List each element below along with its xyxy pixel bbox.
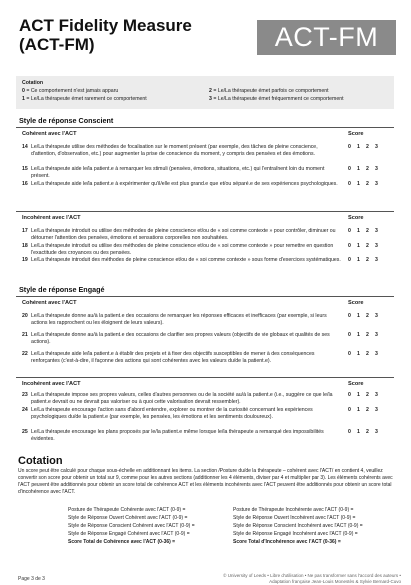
rating-legend [16, 76, 394, 109]
item-row: 15 Le/La thérapeute aide le/la patient.e à remarquer les stimuli (pensées, émotions, situations, etc.) qui l'entraînent loin du moment présent. 0 1 2 3 [16, 166, 394, 181]
score-options[interactable]: 0 1 2 3 [348, 257, 378, 263]
page-number: Page 3 de 3 [18, 576, 45, 582]
item-row: 24 Le/La thérapeute encourage l'action sans d'abord entendre, explorer ou montrer de la curiosité concernant les expériences psychologiques du/de la patient.e (par exemple, les pensées, les émotions et les sentiments douloureux). 0 1 2 3 [16, 407, 394, 429]
block-heading: Incohérent avec l'ACT [22, 215, 81, 221]
block-heading: Cohérent avec l'ACT [22, 300, 77, 306]
cotation-paragraph: Un score peut être calculé pour chaque sous-échelle en additionnant les items. La section /Posture du/de la thérapeute – cohérent avec l'ACT/ en contient 4, veuillez convertir son score pour obtenir un total sur 9, comme pour les autres sections (additionner les 4 éléments, diviser par 4 et multiplier par 3). Les éléments cohérents avec l'ACT peuvent être additionnés pour obtenir un score total de cohérence ACT et les éléments incohérents avec l'ACT peuvent être additionnés pour obtenir un score total d'incohérence avec l'ACT. [18, 468, 393, 495]
brand-badge: ACT-FM [257, 20, 396, 55]
score-heading: Score [348, 131, 364, 137]
item-row: 18 Le/La thérapeute introduit ou utilise des méthodes de pleine conscience et/ou de « soi comme contexte » pour remettre en question l'exactitude des croyances ou des pensées. 0 1 2 3 [16, 243, 394, 257]
item-row: 17 Le/La thérapeute introduit ou utilise des méthodes de pleine conscience et/ou de « soi comme contexte » pour contrôler, diminuer ou détourner l'attention des pensées, émotions et sensations corporelles non souhaitées. 0 1 2 3 [16, 228, 394, 243]
legend-item: 3 = Le/La thérapeute émet fréquemment ce comportement [209, 96, 344, 102]
legend-grid [22, 87, 388, 103]
item-row: 23 Le/La thérapeute impose ses propres valeurs, celles d'autres personnes ou de la société au/à la patient.e (i.e., suggère ce que le/la patient.e devrait ou ne devrait pas valoriser ou à quoi cette valorisation devrait ressembler). 0 1 2 3 [16, 392, 394, 407]
score-options[interactable]: 0 1 2 3 [348, 407, 378, 413]
score-options[interactable]: 0 1 2 3 [348, 313, 378, 319]
summary-row: Style de Réponse Ouvert Cohérent avec l'ACT (0-9) = Style de Réponse Ouvert Incohérent avec l'ACT (0-9) = [68, 515, 356, 521]
legend-item: 2 = Le/La thérapeute émet parfois ce comportement [209, 88, 329, 94]
document-title: ACT Fidelity Measure (ACT-FM) [19, 16, 192, 54]
score-options[interactable]: 0 1 2 3 [348, 228, 378, 234]
item-row: 25 Le/La thérapeute encourage les plans proposés par le/la patient.e même lorsque le/la thérapeute a remarqué des impossibilités évidentes. 0 1 2 3 [16, 429, 394, 443]
score-summary [68, 506, 398, 546]
score-heading: Score [348, 300, 364, 306]
legal-notice: © University of Leeds • Libre d'utilisation • Ne pas transformer sans l'accord des auteurs • Adaptation française Jean-Louis Monestès & Sylvie Bernard-Cuvo [223, 573, 401, 584]
block-heading: Cohérent avec l'ACT [22, 131, 77, 137]
score-heading: Score [348, 381, 364, 387]
score-options[interactable]: 0 1 2 3 [348, 392, 378, 398]
block-conscient-incoherent [16, 211, 394, 271]
item-row: 14 Le/La thérapeute utilise des méthodes de focalisation sur le moment présent (par exemple, des tâches de pleine conscience, d'attention, d'observation, etc.) pour augmenter la prise de conscience du moment, y compris des pensées et des émotions. 0 1 2 3 [16, 144, 394, 166]
item-row: 21 Le/La thérapeute donne au/à la patient.e des occasions de clarifier ses propres valeurs (objectifs de vie globaux et qualités de ses actions). 0 1 2 3 [16, 332, 394, 351]
legend-item: 0 = Ce comportement n'est jamais apparu [22, 88, 119, 94]
block-conscient-coherent [16, 127, 394, 195]
legend-item: 1 = Le/La thérapeute émet rarement ce comportement [22, 96, 147, 102]
score-options[interactable]: 0 1 2 3 [348, 181, 378, 187]
legend-title: Cotation [22, 80, 44, 86]
score-options[interactable]: 0 1 2 3 [348, 429, 378, 435]
summary-row: Posture de Thérapeute Cohérente avec l'ACT (0-9) = Posture de Thérapeute Incohérente avec l'ACT (0-9) = [68, 507, 354, 513]
score-options[interactable]: 0 1 2 3 [348, 243, 378, 249]
section-heading-conscient: Style de réponse Conscient [19, 116, 114, 125]
summary-total-row: Score Total de Cohérence avec l'ACT (0-36) = Score Total d'Incohérence avec l'ACT (0-36) = [68, 539, 341, 545]
score-heading: Score [348, 215, 364, 221]
item-row: 22 Le/La thérapeute aide le/la patient.e à établir des projets et à fixer des objectifs susceptibles de mener à des conséquences renforçantes (c'est-à-dire, il façonne des actions qui sont cohérentes avec les valeurs du/de la patient.e). 0 1 2 3 [16, 351, 394, 373]
item-row: 19 Le/La thérapeute introduit des méthodes de pleine conscience et/ou de « soi comme contexte » sous forme d'exercices systématiques. 0 1 2 3 [16, 257, 394, 271]
header [19, 16, 394, 66]
score-options[interactable]: 0 1 2 3 [348, 332, 378, 338]
summary-row: Style de Réponse Conscient Cohérent avec l'ACT (0-9) = Style de Réponse Conscient Incohérent avec l'ACT (0-9) = [68, 523, 363, 529]
item-row: 16 Le/La thérapeute aide le/la patient.e à expérimenter qu'il/elle est plus grand.e que et/ou séparé.e de ses expériences psychologiques. 0 1 2 3 [16, 181, 394, 195]
block-heading: Incohérent avec l'ACT [22, 381, 81, 387]
score-options[interactable]: 0 1 2 3 [348, 144, 378, 150]
summary-row: Style de Réponse Engagé Cohérent avec l'ACT (0-9) = Style de Réponse Engagé Incohérent avec l'ACT (0-9) = [68, 531, 358, 537]
cotation-heading: Cotation [18, 455, 63, 467]
score-options[interactable]: 0 1 2 3 [348, 166, 378, 172]
block-engage-incoherent [16, 377, 394, 443]
block-engage-coherent [16, 296, 394, 373]
item-row: 20 Le/La thérapeute donne au/à la patient.e des occasions de remarquer les réponses efficaces et inefficaces (par exemple, si leurs actions les rapprochent ou les éloignent de leurs valeurs). 0 1 2 3 [16, 313, 394, 332]
section-heading-engage: Style de réponse Engagé [19, 285, 105, 294]
score-options[interactable]: 0 1 2 3 [348, 351, 378, 357]
